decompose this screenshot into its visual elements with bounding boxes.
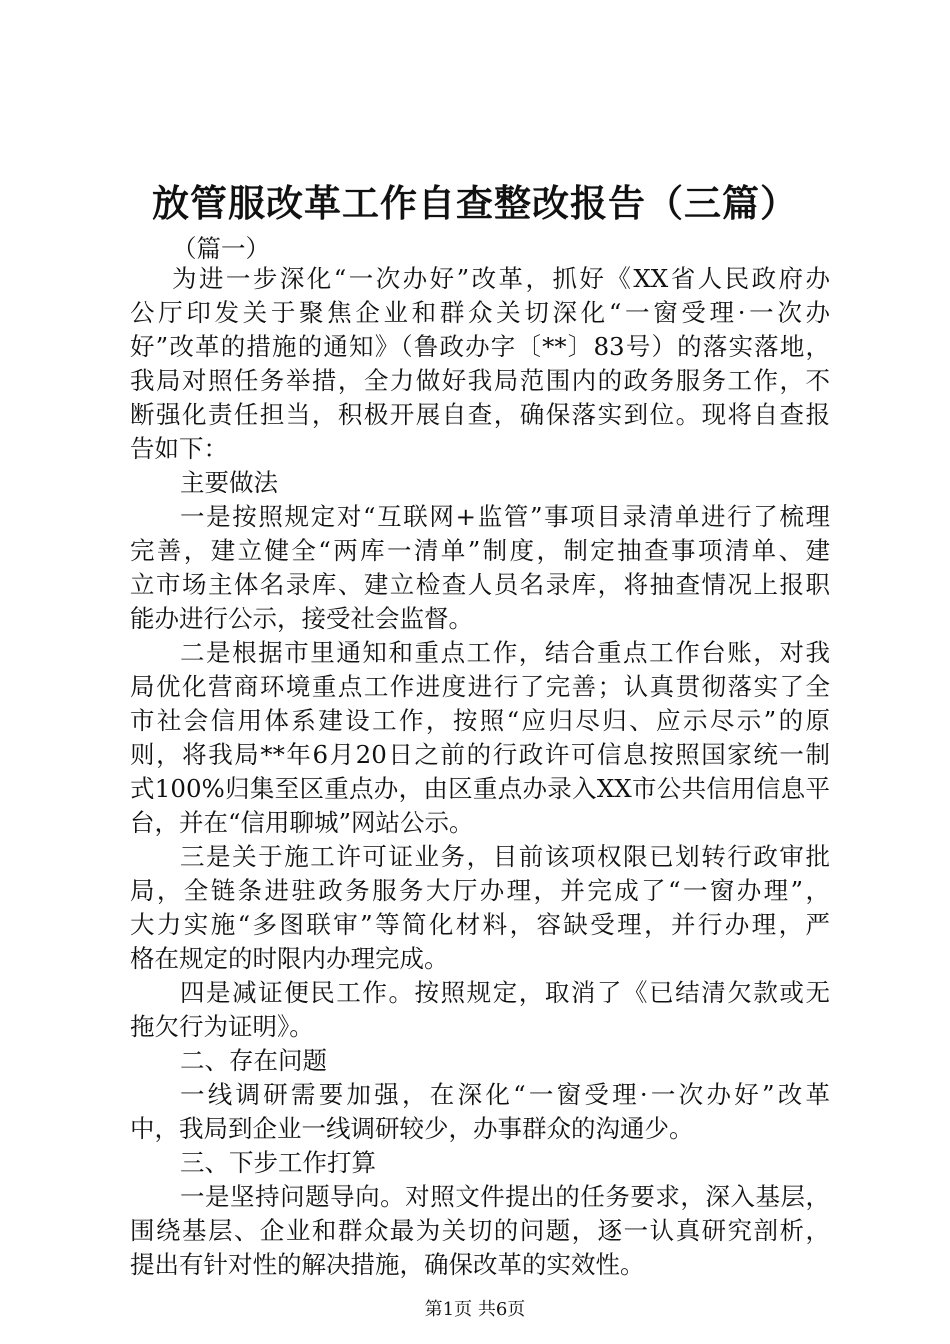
paragraph-line: 三是关于施工许可证业务，目前该项权限已划转行政审批 — [180, 842, 830, 871]
paragraph-line: 一线调研需要加强，在深化“一窗受理·一次办好”改革 — [180, 1080, 830, 1109]
section-heading: 主要做法 — [180, 468, 278, 497]
paragraph-line: 一是坚持问题导向。对照文件提出的任务要求，深入基层， — [180, 1182, 830, 1211]
paragraph-line: 局优化营商环境重点工作进度进行了完善；认真贯彻落实了全 — [130, 672, 830, 701]
paragraph-line: 市社会信用体系建设工作，按照“应归尽归、应示尽示”的原 — [130, 706, 830, 735]
paragraph-line: 围绕基层、企业和群众最为关切的问题，逐一认真研究剖析， — [130, 1216, 830, 1245]
section-label: （篇一） — [172, 234, 270, 263]
section-heading: 三、下步工作打算 — [180, 1148, 376, 1177]
document-title: 放管服改革工作自查整改报告（三篇） — [152, 181, 798, 225]
paragraph-line: 式100%归集至区重点办，由区重点办录入XX市公共信用信息平 — [130, 774, 830, 803]
paragraph-line: 大力实施“多图联审”等简化材料，容缺受理，并行办理，严 — [130, 910, 830, 939]
paragraph-line: 拖欠行为证明》。 — [130, 1012, 314, 1041]
paragraph-line: 提出有针对性的解决措施，确保改革的实效性。 — [130, 1250, 645, 1279]
section-heading: 二、存在问题 — [180, 1046, 327, 1075]
paragraph-line: 能办进行公示，接受社会监督。 — [130, 604, 473, 633]
paragraph-line: 公厅印发关于聚焦企业和群众关切深化“一窗受理·一次办 — [130, 298, 830, 327]
paragraph-line: 完善，建立健全“两库一清单”制度，制定抽查事项清单、建 — [130, 536, 830, 565]
paragraph-line: 中，我局到企业一线调研较少，办事群众的沟通少。 — [130, 1114, 694, 1143]
page-number: 第1页 共6页 — [424, 1299, 526, 1320]
paragraph-line: 好”改革的措施的通知》（鲁政办字〔**〕83号）的落实落地， — [130, 332, 830, 361]
paragraph-line: 台，并在“信用聊城”网站公示。 — [130, 808, 474, 837]
paragraph-line: 我局对照任务举措，全力做好我局范围内的政务服务工作，不 — [130, 366, 830, 395]
paragraph-line: 局，全链条进驻政务服务大厅办理，并完成了“一窗办理”， — [130, 876, 830, 905]
paragraph-line: 一是按照规定对“互联网+监管”事项目录清单进行了梳理 — [180, 502, 830, 531]
paragraph-line: 断强化责任担当，积极开展自查，确保落实到位。现将自查报 — [130, 400, 830, 429]
paragraph-line: 则，将我局**年6月20日之前的行政许可信息按照国家统一制 — [130, 740, 830, 769]
paragraph-line: 立市场主体名录库、建立检查人员名录库，将抽查情况上报职 — [130, 570, 830, 599]
paragraph-line: 告如下： — [130, 434, 228, 463]
paragraph-line: 为进一步深化“一次办好”改革，抓好《XX省人民政府办 — [172, 264, 830, 293]
paragraph-line: 格在规定的时限内办理完成。 — [130, 944, 449, 973]
paragraph-line: 四是减证便民工作。按照规定，取消了《已结清欠款或无 — [180, 978, 830, 1007]
paragraph-line: 二是根据市里通知和重点工作，结合重点工作台账，对我 — [180, 638, 830, 667]
